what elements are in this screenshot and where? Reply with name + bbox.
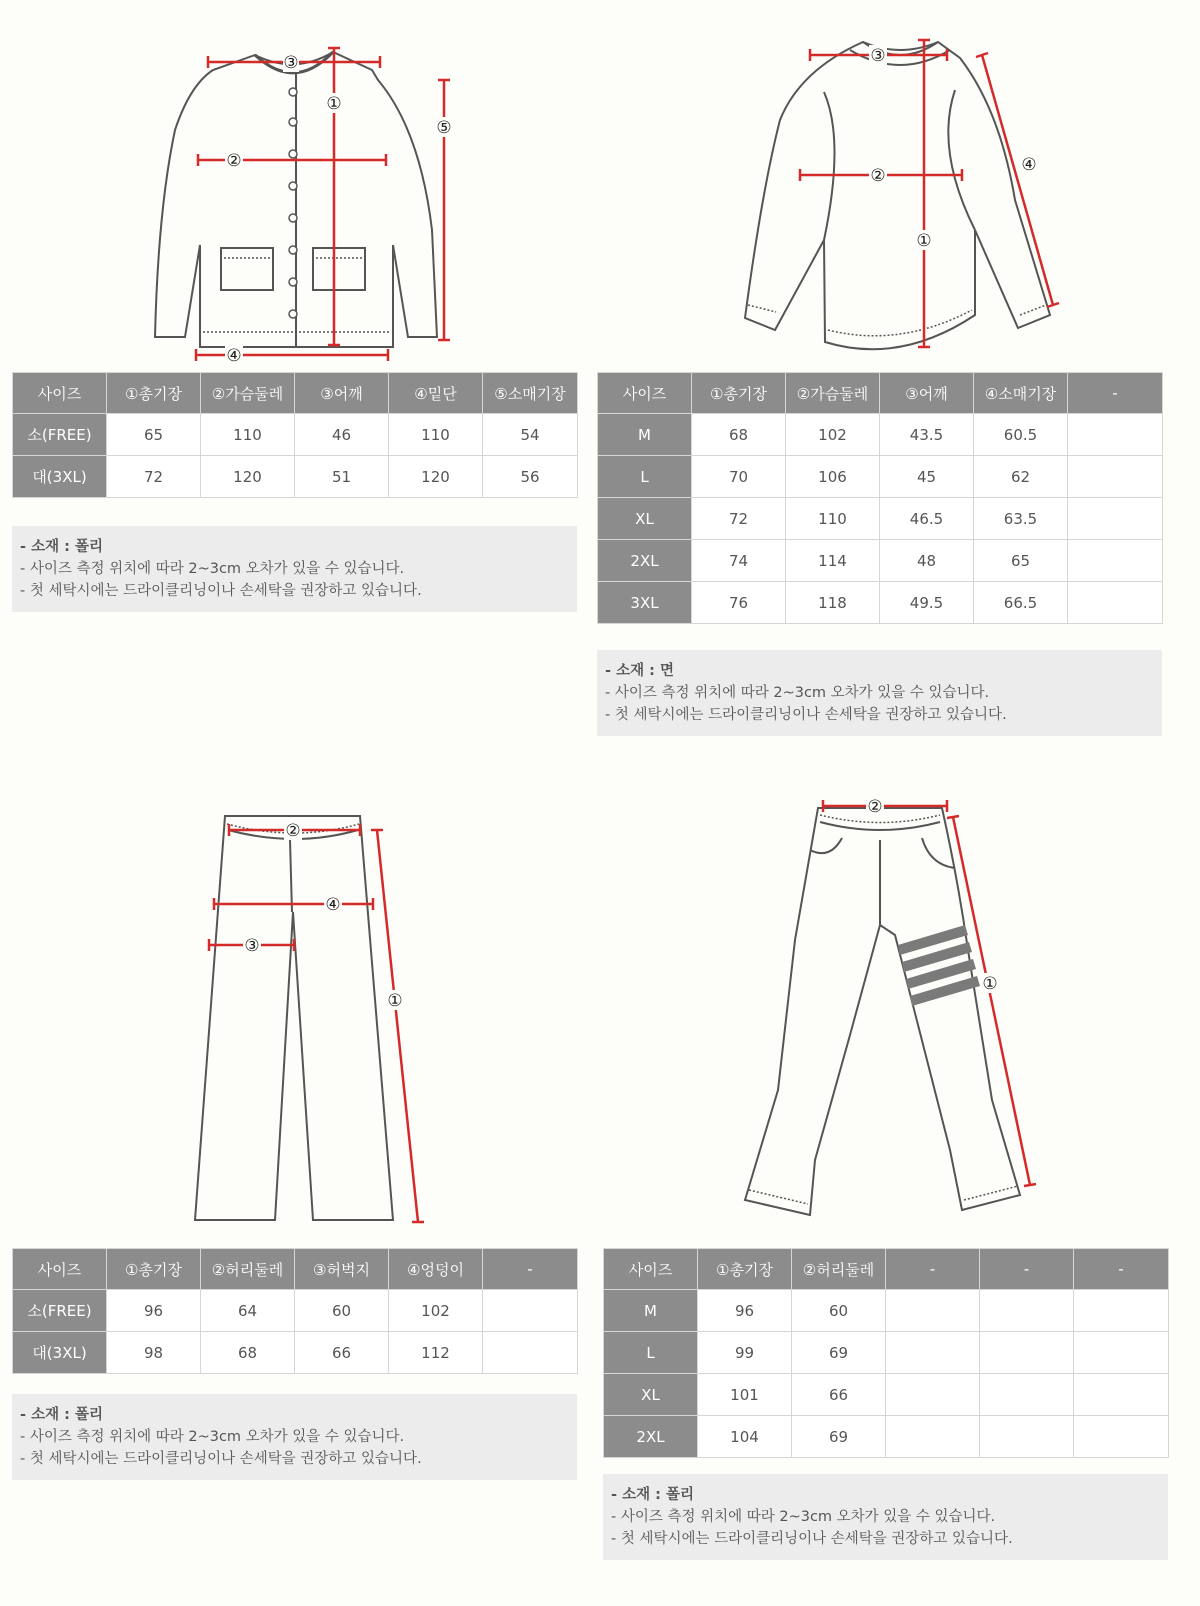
table-cell: 48: [880, 540, 974, 582]
table-row: [604, 1374, 1169, 1416]
marker-4: ④: [325, 895, 341, 915]
joggers-size-table: [603, 1248, 1169, 1458]
table-cell: 96: [107, 1290, 201, 1332]
header-cell: 사이즈: [598, 373, 692, 414]
marker-5: ⑤: [436, 118, 452, 138]
table-cell: 60.5: [974, 414, 1068, 456]
size-label: XL: [604, 1374, 698, 1416]
size-label: 대(3XL): [13, 456, 107, 498]
measurement-note: - 사이즈 측정 위치에 따라 2~3cm 오차가 있을 수 있습니다.: [611, 1509, 996, 1525]
marker-2: ②: [285, 821, 301, 841]
table-row: [13, 1290, 578, 1332]
marker-3: ③: [870, 46, 886, 66]
table-cell: 51: [295, 456, 389, 498]
marker-2: ②: [870, 166, 886, 186]
table-cell: 65: [107, 414, 201, 456]
pants-diagram: [185, 800, 430, 1230]
table-cell: 118: [786, 582, 880, 624]
wash-note: - 첫 세탁시에는 드라이클리닝이나 손세탁을 권장하고 있습니다.: [605, 707, 1007, 723]
marker-1: ①: [326, 94, 342, 114]
marker-4: ④: [1021, 155, 1037, 175]
table-row: [13, 456, 578, 498]
table-row: [13, 414, 578, 456]
table-cell: 54: [483, 414, 578, 456]
table-cell: 69: [792, 1332, 886, 1374]
table-cell: 56: [483, 456, 578, 498]
table-cell: [886, 1332, 980, 1374]
table-header-row: [604, 1249, 1169, 1290]
table-cell: 60: [295, 1290, 389, 1332]
table-cell: [1074, 1332, 1169, 1374]
wash-note: - 첫 세탁시에는 드라이클리닝이나 손세탁을 권장하고 있습니다.: [611, 1531, 1013, 1547]
table-cell: 66: [295, 1332, 389, 1374]
table-row: [598, 414, 1163, 456]
joggers-diagram: [735, 795, 1045, 1230]
size-label: 대(3XL): [13, 1332, 107, 1374]
table-cell: [483, 1332, 578, 1374]
header-cell: ③허벅지: [295, 1249, 389, 1290]
header-cell: ②허리둘레: [201, 1249, 295, 1290]
header-cell: -: [483, 1249, 578, 1290]
size-label: 3XL: [598, 582, 692, 624]
size-label: 소(FREE): [13, 414, 107, 456]
table-cell: 120: [201, 456, 295, 498]
table-cell: [1068, 498, 1163, 540]
table-cell: 112: [389, 1332, 483, 1374]
table-cell: 68: [692, 414, 786, 456]
header-cell: -: [1074, 1249, 1169, 1290]
joggers-notes: [603, 1474, 1168, 1560]
table-cell: 104: [698, 1416, 792, 1458]
table-cell: 96: [698, 1290, 792, 1332]
table-header-row: [13, 1249, 578, 1290]
table-cell: [980, 1374, 1074, 1416]
table-cell: 102: [786, 414, 880, 456]
table-cell: [980, 1332, 1074, 1374]
header-cell: ①총기장: [107, 373, 201, 414]
material-note: - 소재 : 폴리: [20, 539, 103, 555]
header-cell: ⑤소매기장: [483, 373, 578, 414]
material-note: - 소재 : 면: [605, 663, 674, 679]
marker-1: ①: [916, 231, 932, 251]
size-label: 소(FREE): [13, 1290, 107, 1332]
table-cell: [980, 1416, 1074, 1458]
table-cell: [1068, 540, 1163, 582]
cardigan-notes: [12, 526, 577, 612]
cardigan-size-table: [12, 372, 578, 498]
size-label: 2XL: [604, 1416, 698, 1458]
header-cell: ③어깨: [880, 373, 974, 414]
table-cell: 62: [974, 456, 1068, 498]
table-cell: [980, 1290, 1074, 1332]
marker-1: ①: [387, 991, 403, 1011]
table-row: [13, 1332, 578, 1374]
table-cell: 120: [389, 456, 483, 498]
table-cell: 46.5: [880, 498, 974, 540]
table-cell: 114: [786, 540, 880, 582]
size-label: L: [604, 1332, 698, 1374]
wash-note: - 첫 세탁시에는 드라이클리닝이나 손세탁을 권장하고 있습니다.: [20, 583, 422, 599]
table-cell: [1068, 414, 1163, 456]
table-cell: 49.5: [880, 582, 974, 624]
pants-notes: [12, 1394, 577, 1480]
size-label: M: [604, 1290, 698, 1332]
table-cell: 72: [692, 498, 786, 540]
table-cell: [1068, 456, 1163, 498]
table-row: [604, 1332, 1169, 1374]
header-cell: ④소매기장: [974, 373, 1068, 414]
table-cell: 70: [692, 456, 786, 498]
table-cell: [483, 1290, 578, 1332]
table-cell: [886, 1416, 980, 1458]
table-cell: 60: [792, 1290, 886, 1332]
table-cell: 45: [880, 456, 974, 498]
tshirt-diagram: [740, 30, 1070, 370]
table-row: [604, 1416, 1169, 1458]
header-cell: -: [1068, 373, 1163, 414]
size-label: L: [598, 456, 692, 498]
table-cell: 99: [698, 1332, 792, 1374]
measurement-note: - 사이즈 측정 위치에 따라 2~3cm 오차가 있을 수 있습니다.: [20, 1429, 405, 1445]
measurement-note: - 사이즈 측정 위치에 따라 2~3cm 오차가 있을 수 있습니다.: [20, 561, 405, 577]
table-row: [604, 1290, 1169, 1332]
table-cell: 110: [201, 414, 295, 456]
measurement-note: - 사이즈 측정 위치에 따라 2~3cm 오차가 있을 수 있습니다.: [605, 685, 990, 701]
wash-note: - 첫 세탁시에는 드라이클리닝이나 손세탁을 권장하고 있습니다.: [20, 1451, 422, 1467]
table-header-row: [13, 373, 578, 414]
table-cell: [1074, 1290, 1169, 1332]
table-cell: 110: [389, 414, 483, 456]
marker-1: ①: [982, 974, 998, 994]
table-cell: [1074, 1416, 1169, 1458]
table-cell: [1068, 582, 1163, 624]
table-row: [598, 582, 1163, 624]
size-label: 2XL: [598, 540, 692, 582]
header-cell: 사이즈: [13, 373, 107, 414]
tshirt-size-table: [597, 372, 1163, 624]
table-row: [598, 498, 1163, 540]
cardigan-diagram: [150, 40, 470, 370]
header-cell: -: [886, 1249, 980, 1290]
header-cell: -: [980, 1249, 1074, 1290]
pants-size-table: [12, 1248, 578, 1374]
table-cell: 74: [692, 540, 786, 582]
table-cell: 46: [295, 414, 389, 456]
table-cell: 110: [786, 498, 880, 540]
marker-4: ④: [226, 346, 242, 366]
table-cell: 102: [389, 1290, 483, 1332]
marker-3: ③: [283, 53, 299, 73]
table-cell: 65: [974, 540, 1068, 582]
header-cell: 사이즈: [13, 1249, 107, 1290]
table-cell: 66.5: [974, 582, 1068, 624]
header-cell: ①총기장: [692, 373, 786, 414]
table-cell: [886, 1374, 980, 1416]
table-cell: 106: [786, 456, 880, 498]
table-cell: 69: [792, 1416, 886, 1458]
header-cell: 사이즈: [604, 1249, 698, 1290]
table-cell: [1074, 1374, 1169, 1416]
table-cell: 63.5: [974, 498, 1068, 540]
table-cell: 43.5: [880, 414, 974, 456]
table-cell: 98: [107, 1332, 201, 1374]
table-cell: 68: [201, 1332, 295, 1374]
header-cell: ②가슴둘레: [786, 373, 880, 414]
table-row: [598, 456, 1163, 498]
header-cell: ②허리둘레: [792, 1249, 886, 1290]
header-cell: ①총기장: [107, 1249, 201, 1290]
table-cell: 64: [201, 1290, 295, 1332]
size-label: M: [598, 414, 692, 456]
table-row: [598, 540, 1163, 582]
header-cell: ②가슴둘레: [201, 373, 295, 414]
table-cell: [886, 1290, 980, 1332]
table-cell: 72: [107, 456, 201, 498]
marker-2: ②: [867, 797, 883, 817]
tshirt-notes: [597, 650, 1162, 736]
header-cell: ④엉덩이: [389, 1249, 483, 1290]
material-note: - 소재 : 폴리: [611, 1487, 694, 1503]
header-cell: ①총기장: [698, 1249, 792, 1290]
marker-3: ③: [244, 936, 260, 956]
material-note: - 소재 : 폴리: [20, 1407, 103, 1423]
header-cell: ④밑단: [389, 373, 483, 414]
table-cell: 101: [698, 1374, 792, 1416]
header-cell: ③어깨: [295, 373, 389, 414]
size-label: XL: [598, 498, 692, 540]
table-header-row: [598, 373, 1163, 414]
marker-2: ②: [226, 151, 242, 171]
table-cell: 76: [692, 582, 786, 624]
table-cell: 66: [792, 1374, 886, 1416]
